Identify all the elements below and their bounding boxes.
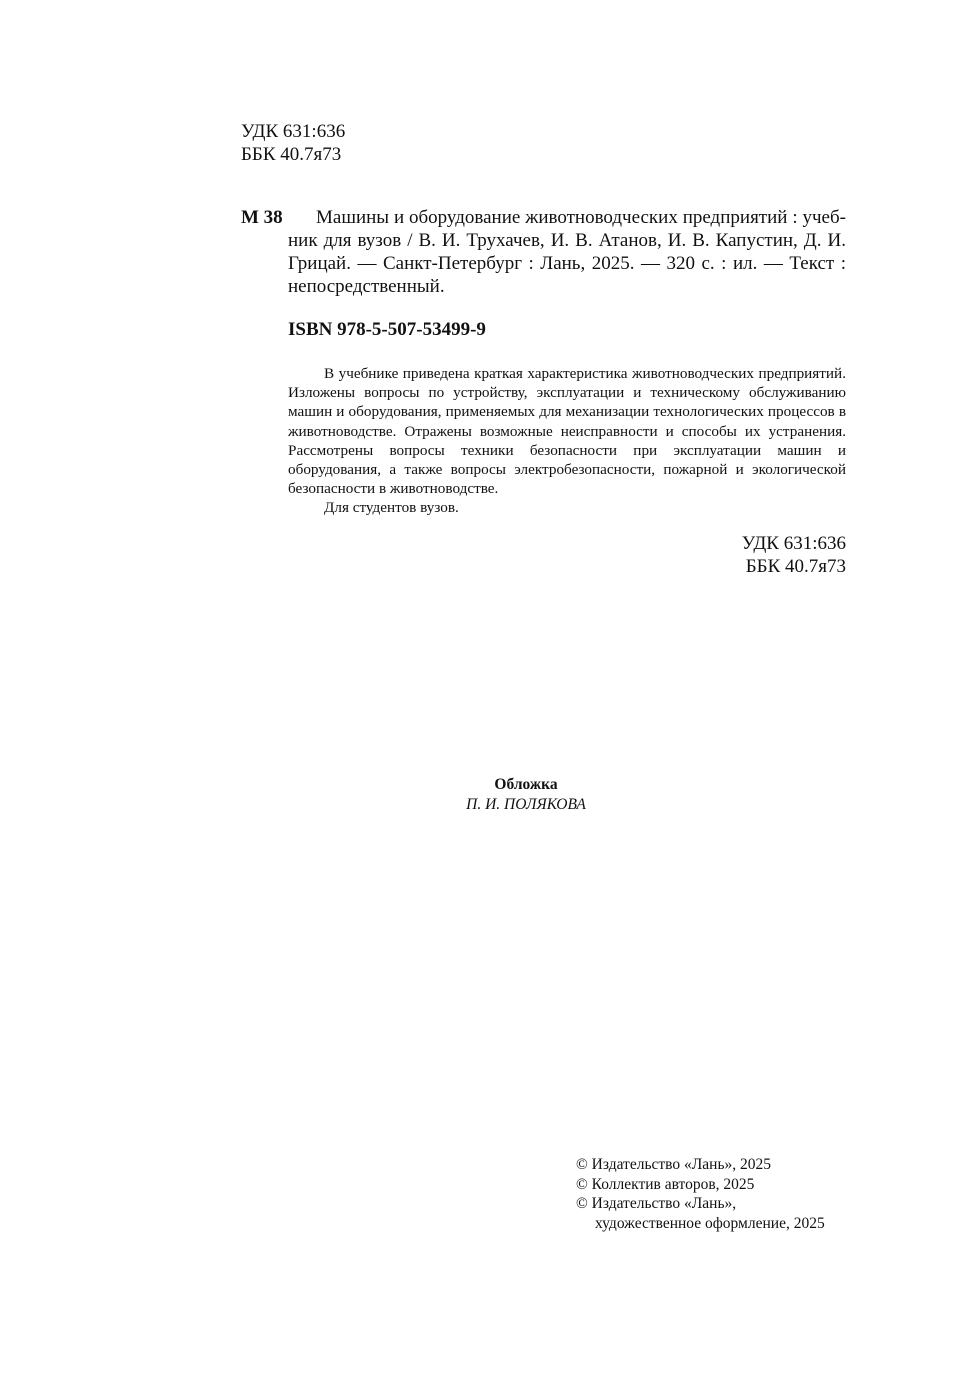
annotation-audience: Для студентов вузов.	[324, 499, 459, 517]
cover-credit-title: Обложка	[494, 776, 558, 793]
bbk-code: ББК 40.7я73	[745, 556, 846, 577]
udk-code: УДК 631:636	[741, 533, 846, 554]
annotation	[288, 364, 846, 518]
bibliographic-entry	[241, 206, 846, 298]
udk-code: УДК 631:636	[241, 121, 346, 142]
copyright-line: © Коллектив авторов, 2025	[576, 1175, 755, 1193]
bibliographic-description: Машины и оборудование животноводческих предприятий : учебник для вузов / В. И. Трухачев, И. В. Атанов, И. В. Капустин, Д. И. Грицай. — Санкт-Петербург : Лань, 2025. — 320 с. : ил. — Текст : непосредственный.	[288, 207, 846, 297]
cover-credit-name: П. И. ПОЛЯКОВА	[466, 796, 586, 813]
cover-credit	[388, 775, 664, 815]
author-sign: М 38	[241, 207, 283, 228]
bbk-code: ББК 40.7я73	[241, 144, 342, 165]
copyright-line: художественное оформление, 2025	[595, 1214, 825, 1232]
copyright-line: © Издательство «Лань», 2025	[576, 1156, 772, 1173]
isbn: ISBN 978-5-507-53499-9	[288, 319, 486, 340]
classification-codes-top	[241, 120, 345, 166]
classification-codes-bottom	[646, 532, 846, 578]
annotation-paragraph: В учебнике приведена краткая характеристика животноводческих предприятий. Изложены вопросы по устройству, эксплуатации и техническому обслуживанию машин и оборудования, применяемых для механизации технологических процессов в животноводстве. Отражены возможные неисправности и способы их устранения. Рассмотрены вопросы техники безопасности при эксплуатации машин и оборудования, а также вопросы электробезопасности, пожарной и экологической безопасности в животноводстве.	[288, 365, 846, 498]
copyright-block	[576, 1155, 825, 1233]
copyright-line: © Издательство «Лань»,	[576, 1195, 737, 1212]
